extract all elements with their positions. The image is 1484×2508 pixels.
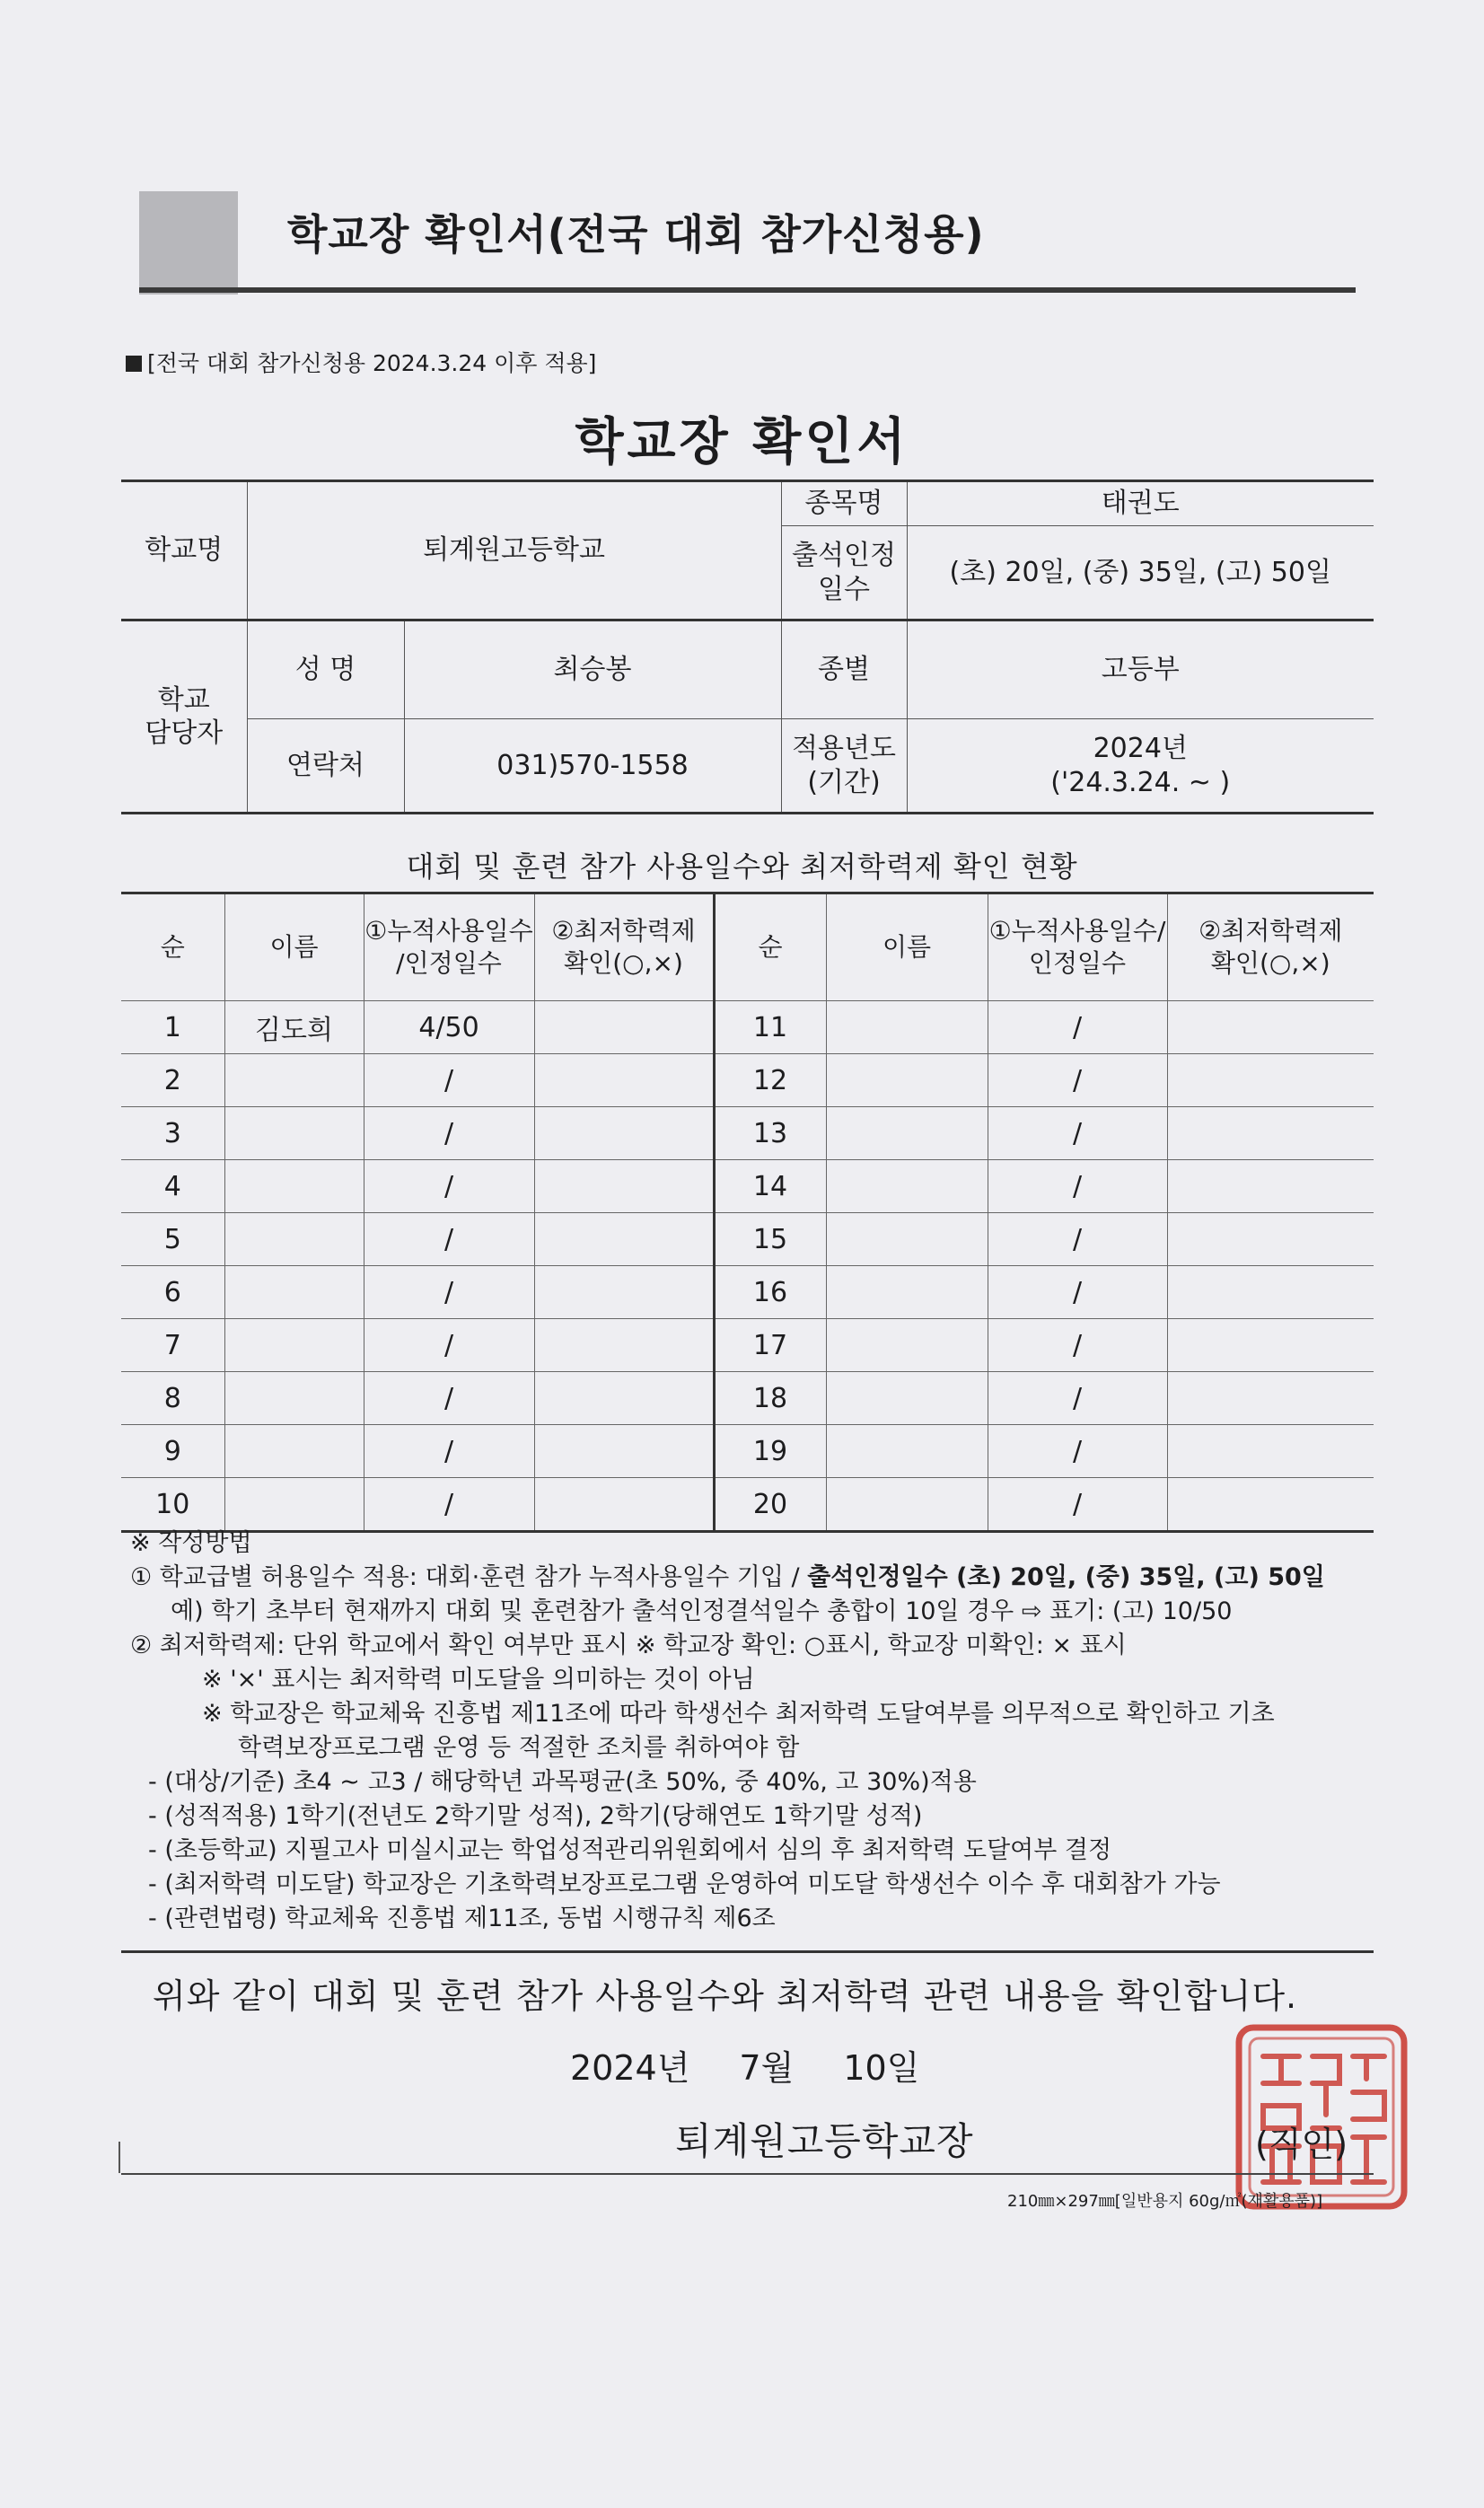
table-row	[121, 1266, 1374, 1319]
table-row	[121, 1319, 1374, 1372]
row-check	[534, 1213, 714, 1266]
header-rule	[139, 287, 1356, 293]
notes-heading: ※ 작성방법	[130, 1529, 252, 1557]
row-check-right	[1167, 1319, 1374, 1372]
row-name-right	[826, 1319, 988, 1372]
row-name-right	[826, 1478, 988, 1532]
date-month: 7월	[739, 2048, 795, 2088]
principal-title: 퇴계원고등학교장	[675, 2119, 974, 2163]
date-year: 2024년	[570, 2048, 690, 2088]
note-1	[130, 1561, 1378, 1595]
roster-table	[121, 892, 1374, 1533]
note-2-a: ※ '×' 표시는 최저학력 미도달을 의미하는 것이 아님	[202, 1666, 755, 1694]
row-name	[224, 1160, 364, 1213]
row-check-right	[1167, 1213, 1374, 1266]
row-days: /	[364, 1478, 534, 1532]
row-days: /	[364, 1213, 534, 1266]
row-name-right	[826, 1160, 988, 1213]
row-days-right: /	[988, 1160, 1167, 1213]
row-no: 7	[121, 1319, 224, 1372]
header-gray-block	[139, 191, 238, 295]
row-name	[224, 1425, 364, 1478]
row-no: 5	[121, 1213, 224, 1266]
detail-1: - (대상/기준) 초4 ~ 고3 / 해당학년 과목평균(초 50%, 중 40%, 고 30%)적용	[148, 1768, 977, 1796]
row-days: 4/50	[364, 1001, 534, 1054]
name-value: 최승봉	[404, 620, 781, 719]
row-name	[224, 1266, 364, 1319]
header-days-right: ①누적사용일수/ 인정일수	[988, 893, 1167, 1001]
row-no-right: 13	[714, 1107, 826, 1160]
row-check	[534, 1372, 714, 1425]
contact-label: 학교 담당자	[121, 620, 247, 814]
info-table	[121, 480, 1374, 814]
table-row	[121, 1425, 1374, 1478]
row-check-right	[1167, 1372, 1374, 1425]
note-1-example: 예) 학기 초부터 현재까지 대회 및 훈련참가 출석인정결석일수 총합이 10일 경우 ⇨ 표기: (고) 10/50	[171, 1597, 1233, 1625]
seal-label: (직인)	[1255, 2125, 1348, 2164]
notes-divider	[121, 1950, 1374, 1953]
row-name-right	[826, 1425, 988, 1478]
confirm-statement: 위와 같이 대회 및 훈련 참가 사용일수와 최저학력 관련 내용을 확인합니다.	[153, 1976, 1298, 2016]
row-name-right	[826, 1107, 988, 1160]
row-no-right: 17	[714, 1319, 826, 1372]
note-1-text: ① 학교급별 허용일수 적용: 대회·훈련 참가 누적사용일수 기입 /	[130, 1563, 808, 1591]
row-no: 1	[121, 1001, 224, 1054]
detail-3: - (초등학교) 지필고사 미실시교는 학업성적관리위원회에서 심의 후 최저학력 도달여부 결정	[148, 1836, 1112, 1864]
row-name	[224, 1213, 364, 1266]
header-no: 순	[121, 893, 224, 1001]
row-days-right: /	[988, 1213, 1167, 1266]
row-check-right	[1167, 1001, 1374, 1054]
row-name	[224, 1319, 364, 1372]
row-check-right	[1167, 1054, 1374, 1107]
row-days-right: /	[988, 1266, 1167, 1319]
row-check-right	[1167, 1425, 1374, 1478]
school-value: 퇴계원고등학교	[247, 481, 781, 620]
row-check	[534, 1160, 714, 1213]
row-check	[534, 1478, 714, 1532]
row-no: 9	[121, 1425, 224, 1478]
row-no-right: 12	[714, 1054, 826, 1107]
row-days-right: /	[988, 1001, 1167, 1054]
header-no-right: 순	[714, 893, 826, 1001]
row-check-right	[1167, 1266, 1374, 1319]
row-days-right: /	[988, 1054, 1167, 1107]
row-no: 10	[121, 1478, 224, 1532]
subnote	[126, 346, 596, 378]
row-days: /	[364, 1054, 534, 1107]
row-days-right: /	[988, 1478, 1167, 1532]
detail-4: - (최저학력 미도달) 학교장은 기초학력보장프로그램 운영하여 미도달 학생선수 이수 후 대회참가 가능	[148, 1870, 1221, 1898]
row-no: 8	[121, 1372, 224, 1425]
table-row	[121, 1054, 1374, 1107]
attendance-value: (초) 20일, (중) 35일, (고) 50일	[907, 526, 1374, 620]
row-name	[224, 1107, 364, 1160]
subnote-text: [전국 대회 참가신청용 2024.3.24 이후 적용]	[147, 350, 597, 376]
header-check-right: ②최저학력제 확인(○,×)	[1167, 893, 1374, 1001]
phone-label: 연락처	[247, 719, 404, 814]
roster-body	[121, 1001, 1374, 1532]
row-days: /	[364, 1319, 534, 1372]
issue-date	[570, 2040, 969, 2090]
row-name-right	[826, 1001, 988, 1054]
row-name-right	[826, 1266, 988, 1319]
row-name	[224, 1372, 364, 1425]
row-check	[534, 1319, 714, 1372]
square-bullet-icon	[126, 356, 142, 372]
header-name-right: 이름	[826, 893, 988, 1001]
row-check	[534, 1425, 714, 1478]
row-days: /	[364, 1266, 534, 1319]
year-label: 적용년도 (기간)	[781, 719, 907, 814]
table-row	[121, 1160, 1374, 1213]
detail-2: - (성적적용) 1학기(전년도 2학기말 성적), 2학기(당해연도 1학기말 성적)	[148, 1802, 923, 1830]
row-check	[534, 1054, 714, 1107]
row-check	[534, 1266, 714, 1319]
row-name-right	[826, 1213, 988, 1266]
note-2-b-cont: 학력보장프로그램 운영 등 적절한 조치를 취하여야 함	[238, 1734, 800, 1762]
row-check-right	[1167, 1107, 1374, 1160]
border-mark	[119, 2142, 120, 2173]
row-days-right: /	[988, 1425, 1167, 1478]
name-label: 성 명	[247, 620, 404, 719]
row-check-right	[1167, 1160, 1374, 1213]
section-title: 대회 및 훈련 참가 사용일수와 최저학력제 확인 현황	[406, 849, 1078, 884]
table-row	[121, 1372, 1374, 1425]
note-2: ② 최저학력제: 단위 학교에서 확인 여부만 표시 ※ 학교장 확인: ○표시, 학교장 미확인: × 표시	[130, 1632, 1127, 1659]
table-row	[121, 1001, 1374, 1054]
row-days-right: /	[988, 1372, 1167, 1425]
row-name-right	[826, 1372, 988, 1425]
division-value: 고등부	[907, 620, 1374, 719]
main-title: 학교장 확인서	[575, 413, 909, 471]
school-label: 학교명	[121, 481, 247, 620]
paper-spec-footer: 210㎜×297㎜[일반용지 60g/㎡(재활용품)]	[1007, 2192, 1323, 2211]
event-value: 태권도	[907, 481, 1374, 526]
row-no-right: 20	[714, 1478, 826, 1532]
division-label: 종별	[781, 620, 907, 719]
row-no-right: 16	[714, 1266, 826, 1319]
attendance-label: 출석인정 일수	[781, 526, 907, 620]
row-no-right: 11	[714, 1001, 826, 1054]
row-days: /	[364, 1372, 534, 1425]
instructions	[130, 1527, 1378, 1936]
row-days: /	[364, 1425, 534, 1478]
row-name: 김도희	[224, 1001, 364, 1054]
table-row	[121, 1478, 1374, 1532]
table-row	[121, 1213, 1374, 1266]
header-check: ②최저학력제 확인(○,×)	[534, 893, 714, 1001]
header-days: ①누적사용일수 /인정일수	[364, 893, 534, 1001]
row-days: /	[364, 1160, 534, 1213]
note-1-bold: 출석인정일수 (초) 20일, (중) 35일, (고) 50일	[807, 1563, 1325, 1591]
row-days-right: /	[988, 1319, 1167, 1372]
date-day: 10일	[843, 2048, 920, 2088]
event-label: 종목명	[781, 481, 907, 526]
row-no-right: 15	[714, 1213, 826, 1266]
header-title: 학교장 확인서(전국 대회 참가신청용)	[287, 210, 985, 259]
row-name-right	[826, 1054, 988, 1107]
note-2-b: ※ 학교장은 학교체육 진흥법 제11조에 따라 학생선수 최저학력 도달여부를 의무적으로 확인하고 기초	[202, 1700, 1275, 1728]
row-name	[224, 1054, 364, 1107]
row-check	[534, 1001, 714, 1054]
row-no: 2	[121, 1054, 224, 1107]
roster-header-row	[121, 893, 1374, 1001]
detail-5: - (관련법령) 학교체육 진흥법 제11조, 동법 시행규칙 제6조	[148, 1905, 776, 1932]
phone-value: 031)570-1558	[404, 719, 781, 814]
year-value: 2024년 ('24.3.24. ~ )	[907, 719, 1374, 814]
row-no: 3	[121, 1107, 224, 1160]
row-check-right	[1167, 1478, 1374, 1532]
bottom-rule	[121, 2173, 1374, 2175]
row-check	[534, 1107, 714, 1160]
row-no: 6	[121, 1266, 224, 1319]
row-days: /	[364, 1107, 534, 1160]
row-name	[224, 1478, 364, 1532]
row-days-right: /	[988, 1107, 1167, 1160]
row-no-right: 19	[714, 1425, 826, 1478]
row-no: 4	[121, 1160, 224, 1213]
table-row	[121, 1107, 1374, 1160]
row-no-right: 18	[714, 1372, 826, 1425]
row-no-right: 14	[714, 1160, 826, 1213]
header-name: 이름	[224, 893, 364, 1001]
